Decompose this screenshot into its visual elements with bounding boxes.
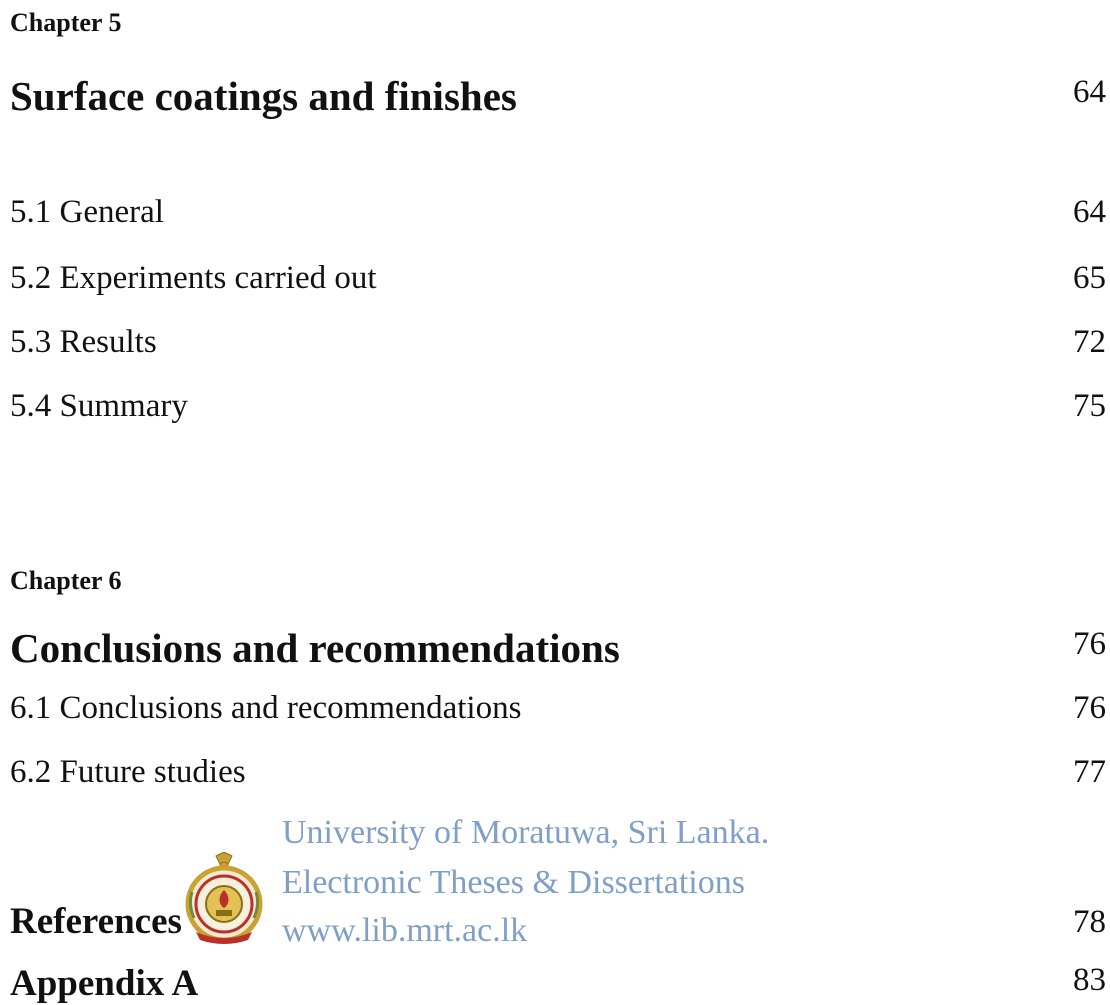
watermark-line-1: University of Moratuwa, Sri Lanka. xyxy=(282,814,770,851)
chapter-6-label: Chapter 6 xyxy=(10,566,122,595)
watermark-line-3: www.lib.mrt.ac.lk xyxy=(282,912,528,949)
toc-entry-6-2: 6.2 Future studies xyxy=(10,754,246,790)
toc-entry-5-4: 5.4 Summary xyxy=(10,388,188,424)
toc-page-6-2: 77 xyxy=(1073,754,1106,790)
chapter-5-title: Surface coatings and finishes xyxy=(10,73,517,119)
toc-entry-5-2: 5.2 Experiments carried out xyxy=(10,260,377,296)
toc-page-5-2: 65 xyxy=(1073,260,1106,296)
toc-page-6-1: 76 xyxy=(1073,690,1106,726)
toc-references-page: 78 xyxy=(1073,904,1106,940)
toc-appendix-a: Appendix A xyxy=(10,963,199,1004)
toc-appendix-a-page: 83 xyxy=(1073,962,1106,998)
toc-entry-5-3: 5.3 Results xyxy=(10,324,157,360)
chapter-5-label: Chapter 5 xyxy=(10,8,122,37)
chapter-5-page: 64 xyxy=(1073,74,1106,110)
toc-page-5-1: 64 xyxy=(1073,194,1106,230)
chapter-6-title: Conclusions and recommendations xyxy=(10,625,620,671)
university-seal-icon xyxy=(178,852,270,946)
toc-entry-6-1: 6.1 Conclusions and recommendations xyxy=(10,690,522,726)
toc-page-5-3: 72 xyxy=(1073,324,1106,360)
toc-entry-5-1: 5.1 General xyxy=(10,194,164,230)
chapter-6-page: 76 xyxy=(1073,626,1106,662)
toc-references: References xyxy=(10,901,182,942)
toc-page-5-4: 75 xyxy=(1073,388,1106,424)
watermark-line-2: Electronic Theses & Dissertations xyxy=(282,864,745,901)
